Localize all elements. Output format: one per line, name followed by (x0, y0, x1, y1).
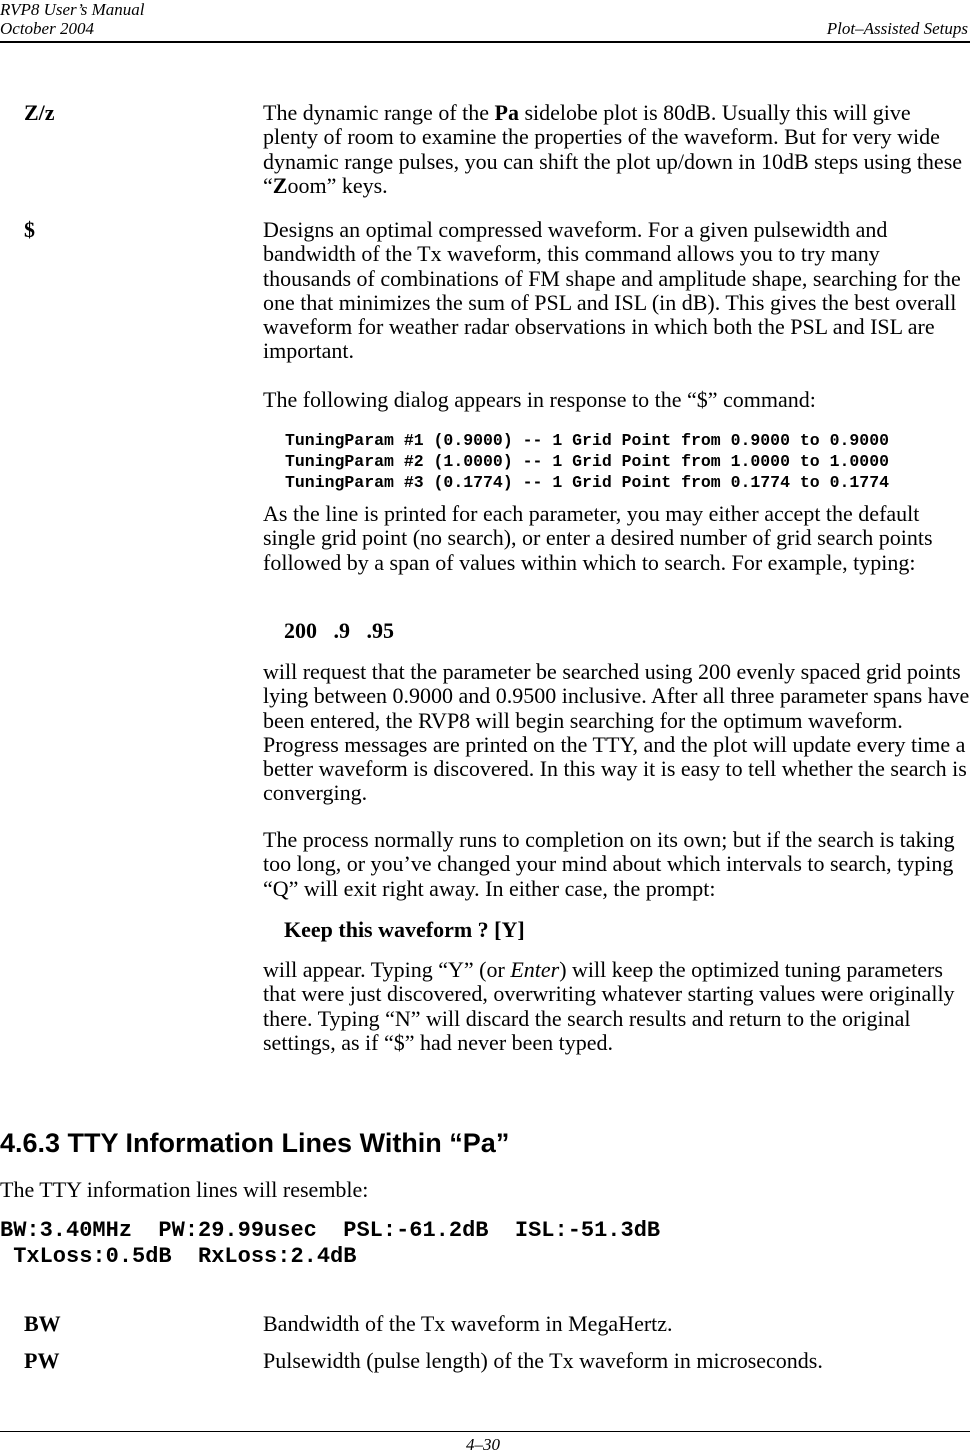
prompt-text-1: will appear. Typing “Y” (or (263, 957, 511, 982)
header-rule (0, 41, 970, 43)
tty-line-1: BW:3.40MHz PW:29.99usec PSL:-61.2dB ISL:-51.3dB (0, 1218, 661, 1243)
zz-zoom-letter: Z (272, 172, 288, 198)
tty-line-2: TxLoss:0.5dB RxLoss:2.4dB (0, 1244, 357, 1269)
def-text-bw: Bandwidth of the Tx waveform in MegaHertz. (263, 1311, 673, 1336)
process-paragraph: The process normally runs to completion on its own; but if the search is taking too long, or you’ve changed your mind about which intervals to search, typing “Q” will exit right away. In either case, the prompt: (263, 827, 955, 901)
dialog-code-line-2: TuningParam #2 (1.0000) -- 1 Grid Point from 1.0000 to 1.0000 (285, 452, 889, 471)
term-zz: Z/z (24, 100, 55, 125)
section-intro: The TTY information lines will resemble: (0, 1177, 369, 1202)
keep-waveform-prompt: Keep this waveform ? [Y] (284, 917, 525, 942)
grid-search-paragraph: As the line is printed for each parameter, you may either accept the default single grid point (no search), or enter a desired number of grid search points followed by a span of values within which to search. For example, typing: (263, 501, 933, 575)
enter-key: Enter (510, 957, 560, 982)
section-title: Plot–Assisted Setups (826, 19, 968, 38)
dollar-description: Designs an optimal compressed waveform. For a given pulsewidth and bandwidth of the Tx waveform, this command allows you to try many thousands of combinations of FM shape and amplitude shape, searching for the one that minimizes the sum of PSL and ISL (in dB). This gives the best overall waveform for weather radar observations in which both the PSL and ISL are important. (263, 217, 961, 364)
dialog-intro: The following dialog appears in response to the “$” command: (263, 387, 816, 412)
zz-pa-keyword: Pa (494, 100, 519, 125)
running-header (0, 0, 145, 38)
zz-text-3: oom” keys. (287, 172, 388, 198)
def-text-pw: Pulsewidth (pulse length) of the Tx waveform in microseconds. (263, 1348, 823, 1373)
prompt-text-2: ) will keep the optimized tuning parameters that were just discovered, overwriting whatever starting values were originally there. Typing “N” will discard the search results and return to the original settings, as if “$” had never been typed. (263, 957, 955, 1055)
def-term-bw: BW (24, 1311, 61, 1336)
manual-date: October 2004 (0, 19, 94, 38)
page-number: 4–30 (466, 1435, 500, 1454)
footer-rule (0, 1431, 970, 1432)
def-term-pw: PW (24, 1348, 60, 1373)
section-heading: 4.6.3 TTY Information Lines Within “Pa” (0, 1128, 510, 1158)
dialog-code-line-3: TuningParam #3 (0.1774) -- 1 Grid Point from 0.1774 to 0.1774 (285, 473, 889, 492)
zz-description (263, 101, 970, 198)
zz-text-2: sidelobe plot is 80dB. Usually this will give plenty of room to examine the properties of the waveform. But for very wide dynamic range pulses, you can shift the plot up/down in 10dB steps using these “ (263, 100, 963, 198)
zz-text-1: The dynamic range of the (263, 100, 495, 125)
dialog-code-line-1: TuningParam #1 (0.9000) -- 1 Grid Point from 0.9000 to 0.9000 (285, 431, 889, 450)
term-dollar: $ (24, 217, 35, 242)
prompt-result-paragraph (263, 958, 970, 1055)
manual-title: RVP8 User’s Manual (0, 0, 145, 19)
typing-example: 200 .9 .95 (284, 618, 394, 643)
search-paragraph: will request that the parameter be searched using 200 evenly spaced grid points lying between 0.9000 and 0.9500 inclusive. After all three parameter spans have been entered, the RVP8 will begin searching for the optimum waveform. Progress messages are printed on the TTY, and the plot will update every time a better waveform is discovered. In this way it is easy to tell whether the search is converging. (263, 659, 970, 806)
